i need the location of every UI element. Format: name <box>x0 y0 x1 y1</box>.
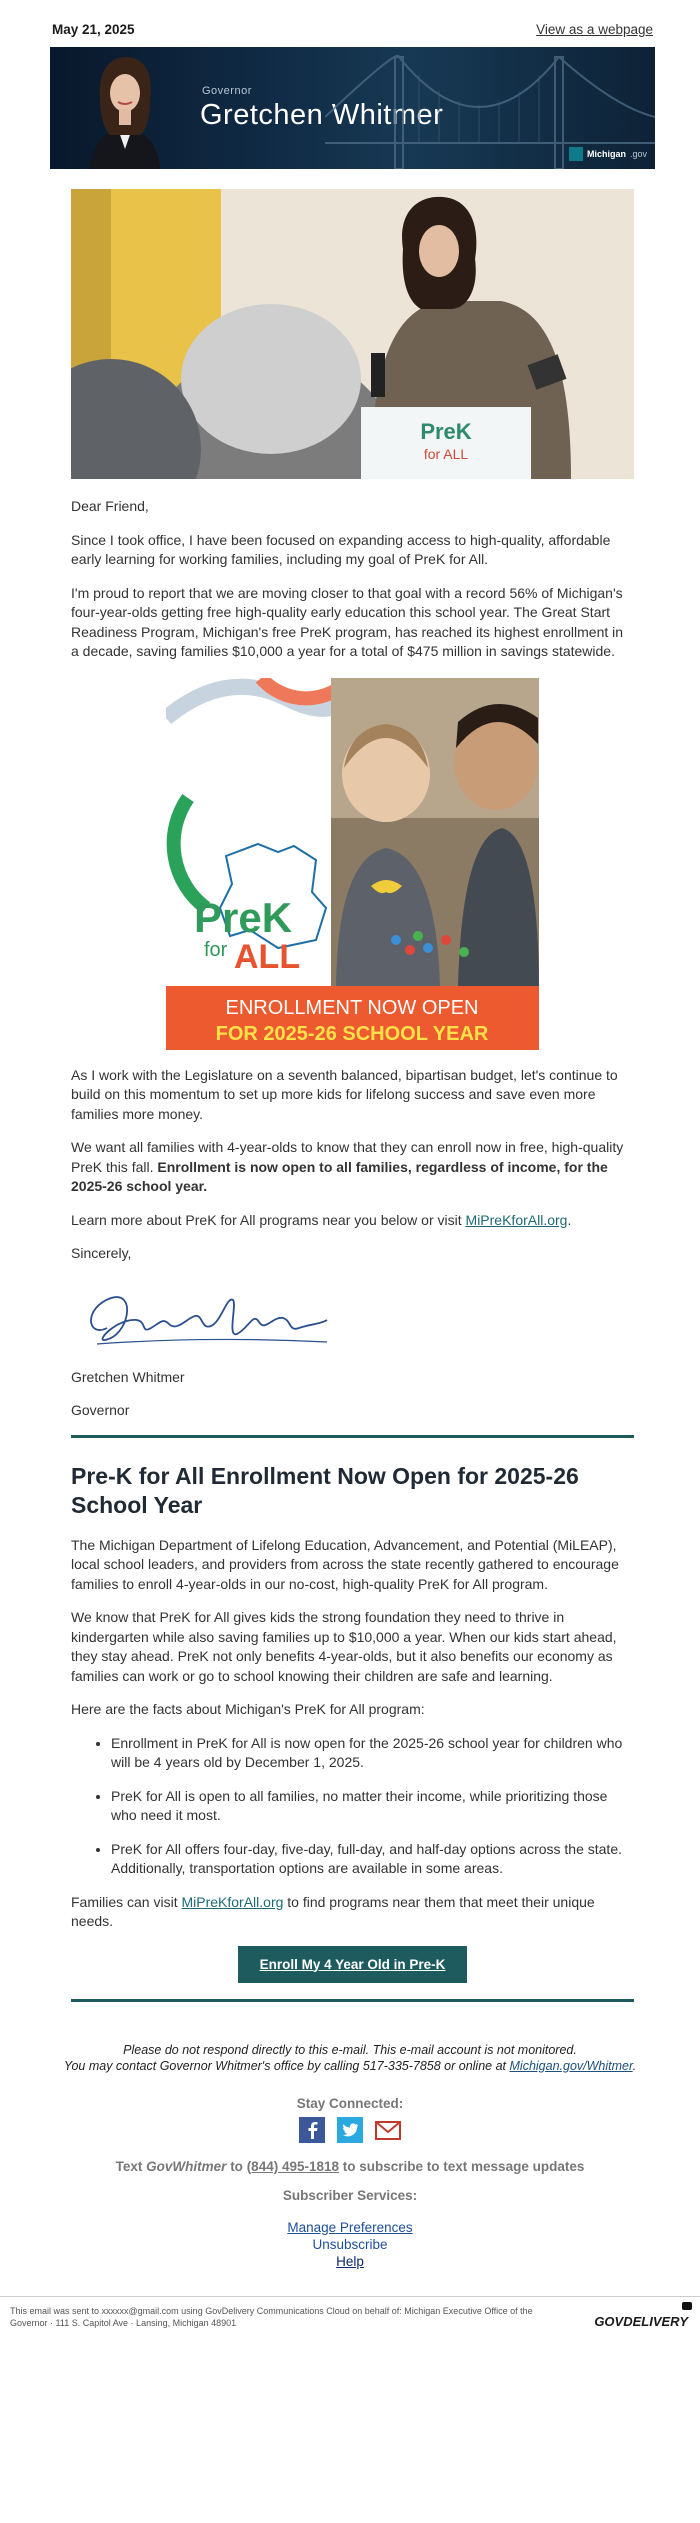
letter-paragraph-4: We want all families with 4-year-olds to know that they can enroll now in free, high-quality PreK this fall. Enrollment is now open to all families, regardless of income, for the 2025-26 school year. <box>71 1139 624 1194</box>
section-paragraph-1: The Michigan Department of Lifelong Education, Advancement, and Potential (MiLEAP), local school leaders, and providers from across the state recently gathered to encourage families to enroll 4-year-olds in our no-cost, high-quality PreK for All program. <box>71 1536 619 1592</box>
enroll-button[interactable]: Enroll My 4 Year Old in Pre-K <box>238 1946 468 1983</box>
governor-signature <box>77 1278 347 1358</box>
section-heading: Pre-K for All Enrollment Now Open for 2025-26 School Year <box>71 1462 579 1518</box>
view-as-webpage-link[interactable]: View as a webpage <box>536 22 653 37</box>
michigan-mitten-icon <box>569 147 583 161</box>
svg-text:Gretchen Whitmer: Gretchen Whitmer <box>77 1277 86 1279</box>
svg-text:PreK: PreK <box>420 419 472 444</box>
sms-keyword: GovWhitmer <box>146 2158 227 2174</box>
section-paragraph-3: Here are the facts about Michigan's PreK for All program: <box>71 1701 425 1717</box>
graphic-brand-for: for <box>204 938 228 961</box>
facts-list <box>71 1734 634 1879</box>
govdelivery-logo: GOVDELIVERY <box>594 2306 688 2329</box>
email-content <box>0 189 700 2002</box>
list-item: • Enrollment in PreK for All is now open for the 2025-26 school year for children who will be 4 years old by December 1, 2025. <box>111 1734 634 1773</box>
sms-subscribe: Text GovWhitmer to (844) 495-1818 to subscribe to text message updates <box>115 2158 585 2174</box>
header-banner <box>50 47 655 169</box>
graphic-brand-prek: PreK <box>194 893 293 941</box>
social-icons <box>0 2117 700 2143</box>
section-paragraph-2: We know that PreK for All gives kids the strong foundation they need to thrive in kindergarten while also saving families up to $10,000 a year. When our kids start ahead, they stay ahead. PreK not only benefits 4-year-olds, but it also benefits our economy as families can work or go to school knowing their children are safe and learning. <box>71 1609 617 1684</box>
top-bar <box>0 0 700 47</box>
letter-paragraph-1: Since I took office, I have been focused on expanding access to high-quality, affordable early learning for working families, including my goal of PreK for All. <box>71 531 611 567</box>
twitter-icon[interactable] <box>337 2117 363 2143</box>
press-conference-photo <box>71 189 634 479</box>
contact-notice: You may contact Governor Whitmer's office by calling 517-335-7858 or online at Michigan.gov/Whitmer. <box>63 2058 637 2073</box>
prek-enrollment-graphic <box>166 678 539 1050</box>
signer-name: Gretchen Whitmer <box>71 1368 185 1385</box>
subscriber-links <box>0 2219 700 2270</box>
section-divider-top <box>71 1435 634 1438</box>
letter-closing: Sincerely, <box>71 1245 132 1261</box>
banner-governor-label: Governor <box>202 85 252 97</box>
legal-text: This email was sent to xxxxxx@gmail.com using GovDelivery Communications Cloud on behalf of: Michigan Executive Office of the Governor · 111 S. Capitol Ave · Lansing, Michigan 48901 <box>10 2305 533 2328</box>
michigan-gov-logo: Michigan .gov <box>569 147 647 161</box>
letter-paragraph-2: I'm proud to report that we are moving closer to that goal with a record 56% of Michigan's four-year-olds getting free high-quality early education this school year. The Great Start Readiness Program, Michigan's free PreK program, has reached its highest enrollment in a decade, saving families $10,000 a year for a total of $475 million in savings statewide. <box>71 584 624 659</box>
graphic-school-year: FOR 2025-26 SCHOOL YEAR <box>215 1022 489 1045</box>
stay-connected-label: Stay Connected: <box>296 2095 404 2111</box>
section-paragraph-4: Families can visit MiPreKforAll.org to find programs near them that meet their unique needs. <box>71 1893 595 1929</box>
sms-number-link[interactable]: (844) 495-1818 <box>246 2158 340 2174</box>
manage-preferences-link[interactable]: Manage Preferences <box>287 2219 413 2235</box>
letter-paragraph-3: As I work with the Legislature on a seventh balanced, bipartisan budget, let's continue to build on this momentum to set up more kids for lifelong success and save even more families more money. <box>71 1066 618 1122</box>
facebook-icon[interactable] <box>299 2117 325 2143</box>
email-date: May 21, 2025 <box>52 22 135 37</box>
email-icon[interactable] <box>375 2117 401 2143</box>
no-reply-notice: Please do not respond directly to this e-mail. This e-mail account is not monitored. <box>123 2042 577 2057</box>
signer-title: Governor <box>71 1402 130 1418</box>
help-link[interactable]: Help <box>336 2253 364 2269</box>
legal-footer <box>0 2297 700 2339</box>
governor-portrait <box>80 53 170 169</box>
mipreKforall-link-2[interactable]: MiPreKforAll.org <box>181 1893 284 1910</box>
whitmer-website-link[interactable]: Michigan.gov/Whitmer <box>509 2058 633 2073</box>
mipreKforall-link[interactable]: MiPreKforAll.org <box>465 1211 568 1228</box>
graphic-enrollment-open: ENROLLMENT NOW OPEN <box>225 996 479 1019</box>
letter-paragraph-5: Learn more about PreK for All programs near you below or visit MiPreKforAll.org. <box>71 1211 572 1228</box>
section-divider-bottom <box>71 1999 634 2002</box>
unsubscribe-link[interactable]: Unsubscribe <box>312 2236 388 2252</box>
subscriber-services-label: Subscriber Services: <box>282 2187 418 2203</box>
footer-note <box>40 2042 660 2074</box>
graphic-brand-all: ALL <box>234 937 301 976</box>
cta-container <box>71 1946 634 1983</box>
banner-governor-name: Gretchen Whitmer <box>200 99 444 131</box>
list-item: • PreK for All is open to all families, no matter their income, while prioritizing those who need it most. <box>111 1787 634 1826</box>
chat-bubble-icon <box>682 2302 692 2310</box>
letter-greeting: Dear Friend, <box>71 498 149 514</box>
list-item: • PreK for All offers four-day, five-day, full-day, and half-day options across the state. Additionally, transportation options are available in some areas. <box>111 1840 634 1879</box>
svg-text:for ALL: for ALL <box>423 446 469 462</box>
enrollment-open-statement: Enrollment is now open to all families, regardless of income, for the 2025-26 school year. <box>71 1158 608 1194</box>
